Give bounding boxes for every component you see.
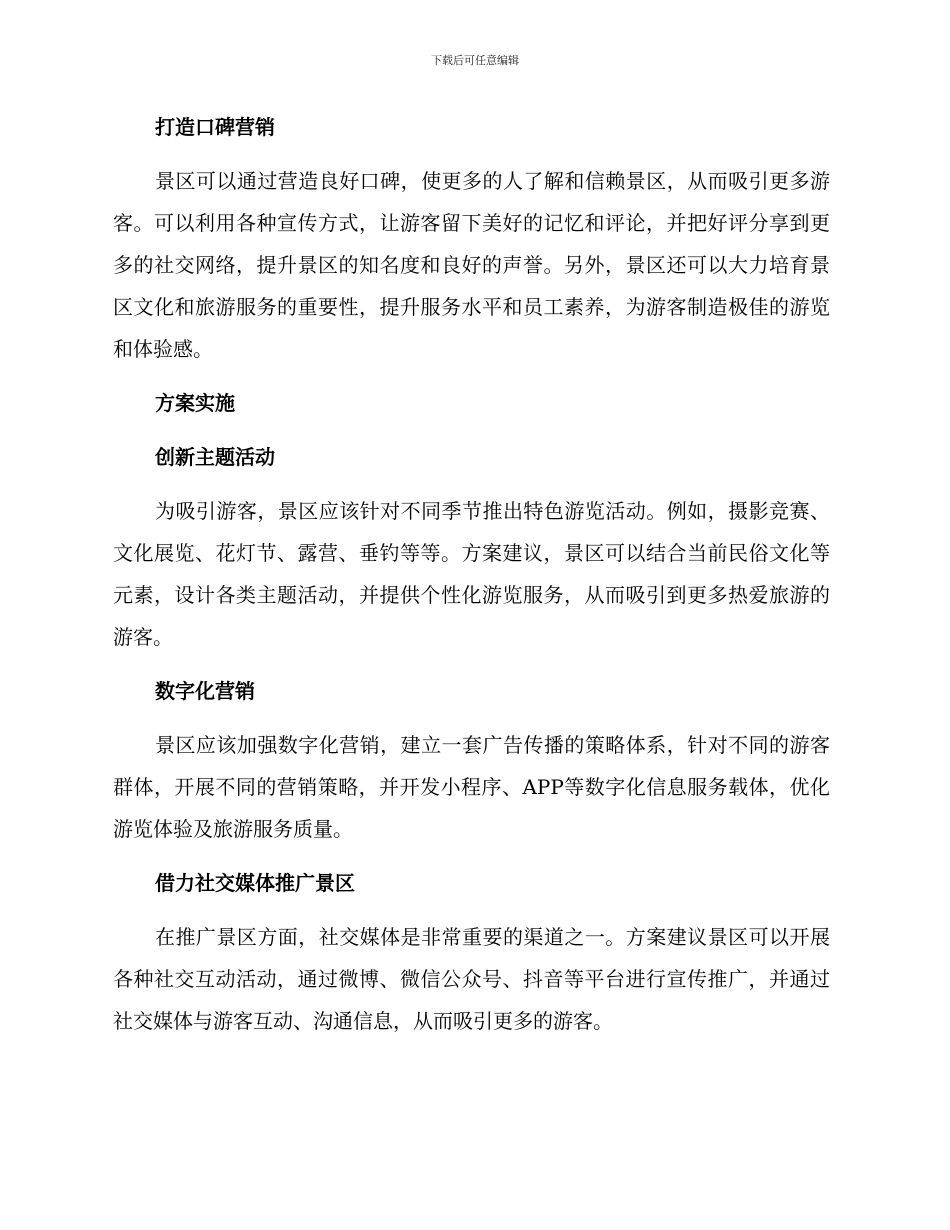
section-heading: 数字化营销 xyxy=(155,679,255,703)
section-heading: 方案实施 xyxy=(155,391,235,415)
body-paragraph: 景区应该加强数字化营销，建立一套广告传播的策略体系，针对不同的游客群体，开展不同的营销策略，并开发小程序、APP等数字化信息服务载体，优化游览体验及旅游服务质量。 xyxy=(113,733,830,841)
document-body xyxy=(113,106,830,1054)
body-paragraph: 为吸引游客，景区应该针对不同季节推出特色游览活动。例如，摄影竞赛、文化展览、花灯节、露营、垂钓等等。方案建议，景区可以结合当前民俗文化等元素，设计各类主题活动，并提供个性化游览服务，从而吸引到更多热爱旅游的游客。 xyxy=(113,499,830,649)
section-heading: 借力社交媒体推广景区 xyxy=(155,871,355,895)
section-heading: 打造口碑营销 xyxy=(155,115,275,139)
page-header: 下载后可任意编辑 xyxy=(431,54,519,67)
body-paragraph: 景区可以通过营造良好口碑，使更多的人了解和信赖景区，从而吸引更多游客。可以利用各种宣传方式，让游客留下美好的记忆和评论，并把好评分享到更多的社交网络，提升景区的知名度和良好的声誉。另外，景区还可以大力培育景区文化和旅游服务的重要性，提升服务水平和员工素养，为游客制造极佳的游览和体验感。 xyxy=(113,169,830,361)
body-paragraph: 在推广景区方面，社交媒体是非常重要的渠道之一。方案建议景区可以开展各种社交互动活动，通过微博、微信公众号、抖音等平台进行宣传推广，并通过社交媒体与游客互动、沟通信息，从而吸引更多的游客。 xyxy=(113,925,830,1033)
section-heading: 创新主题活动 xyxy=(155,445,275,469)
